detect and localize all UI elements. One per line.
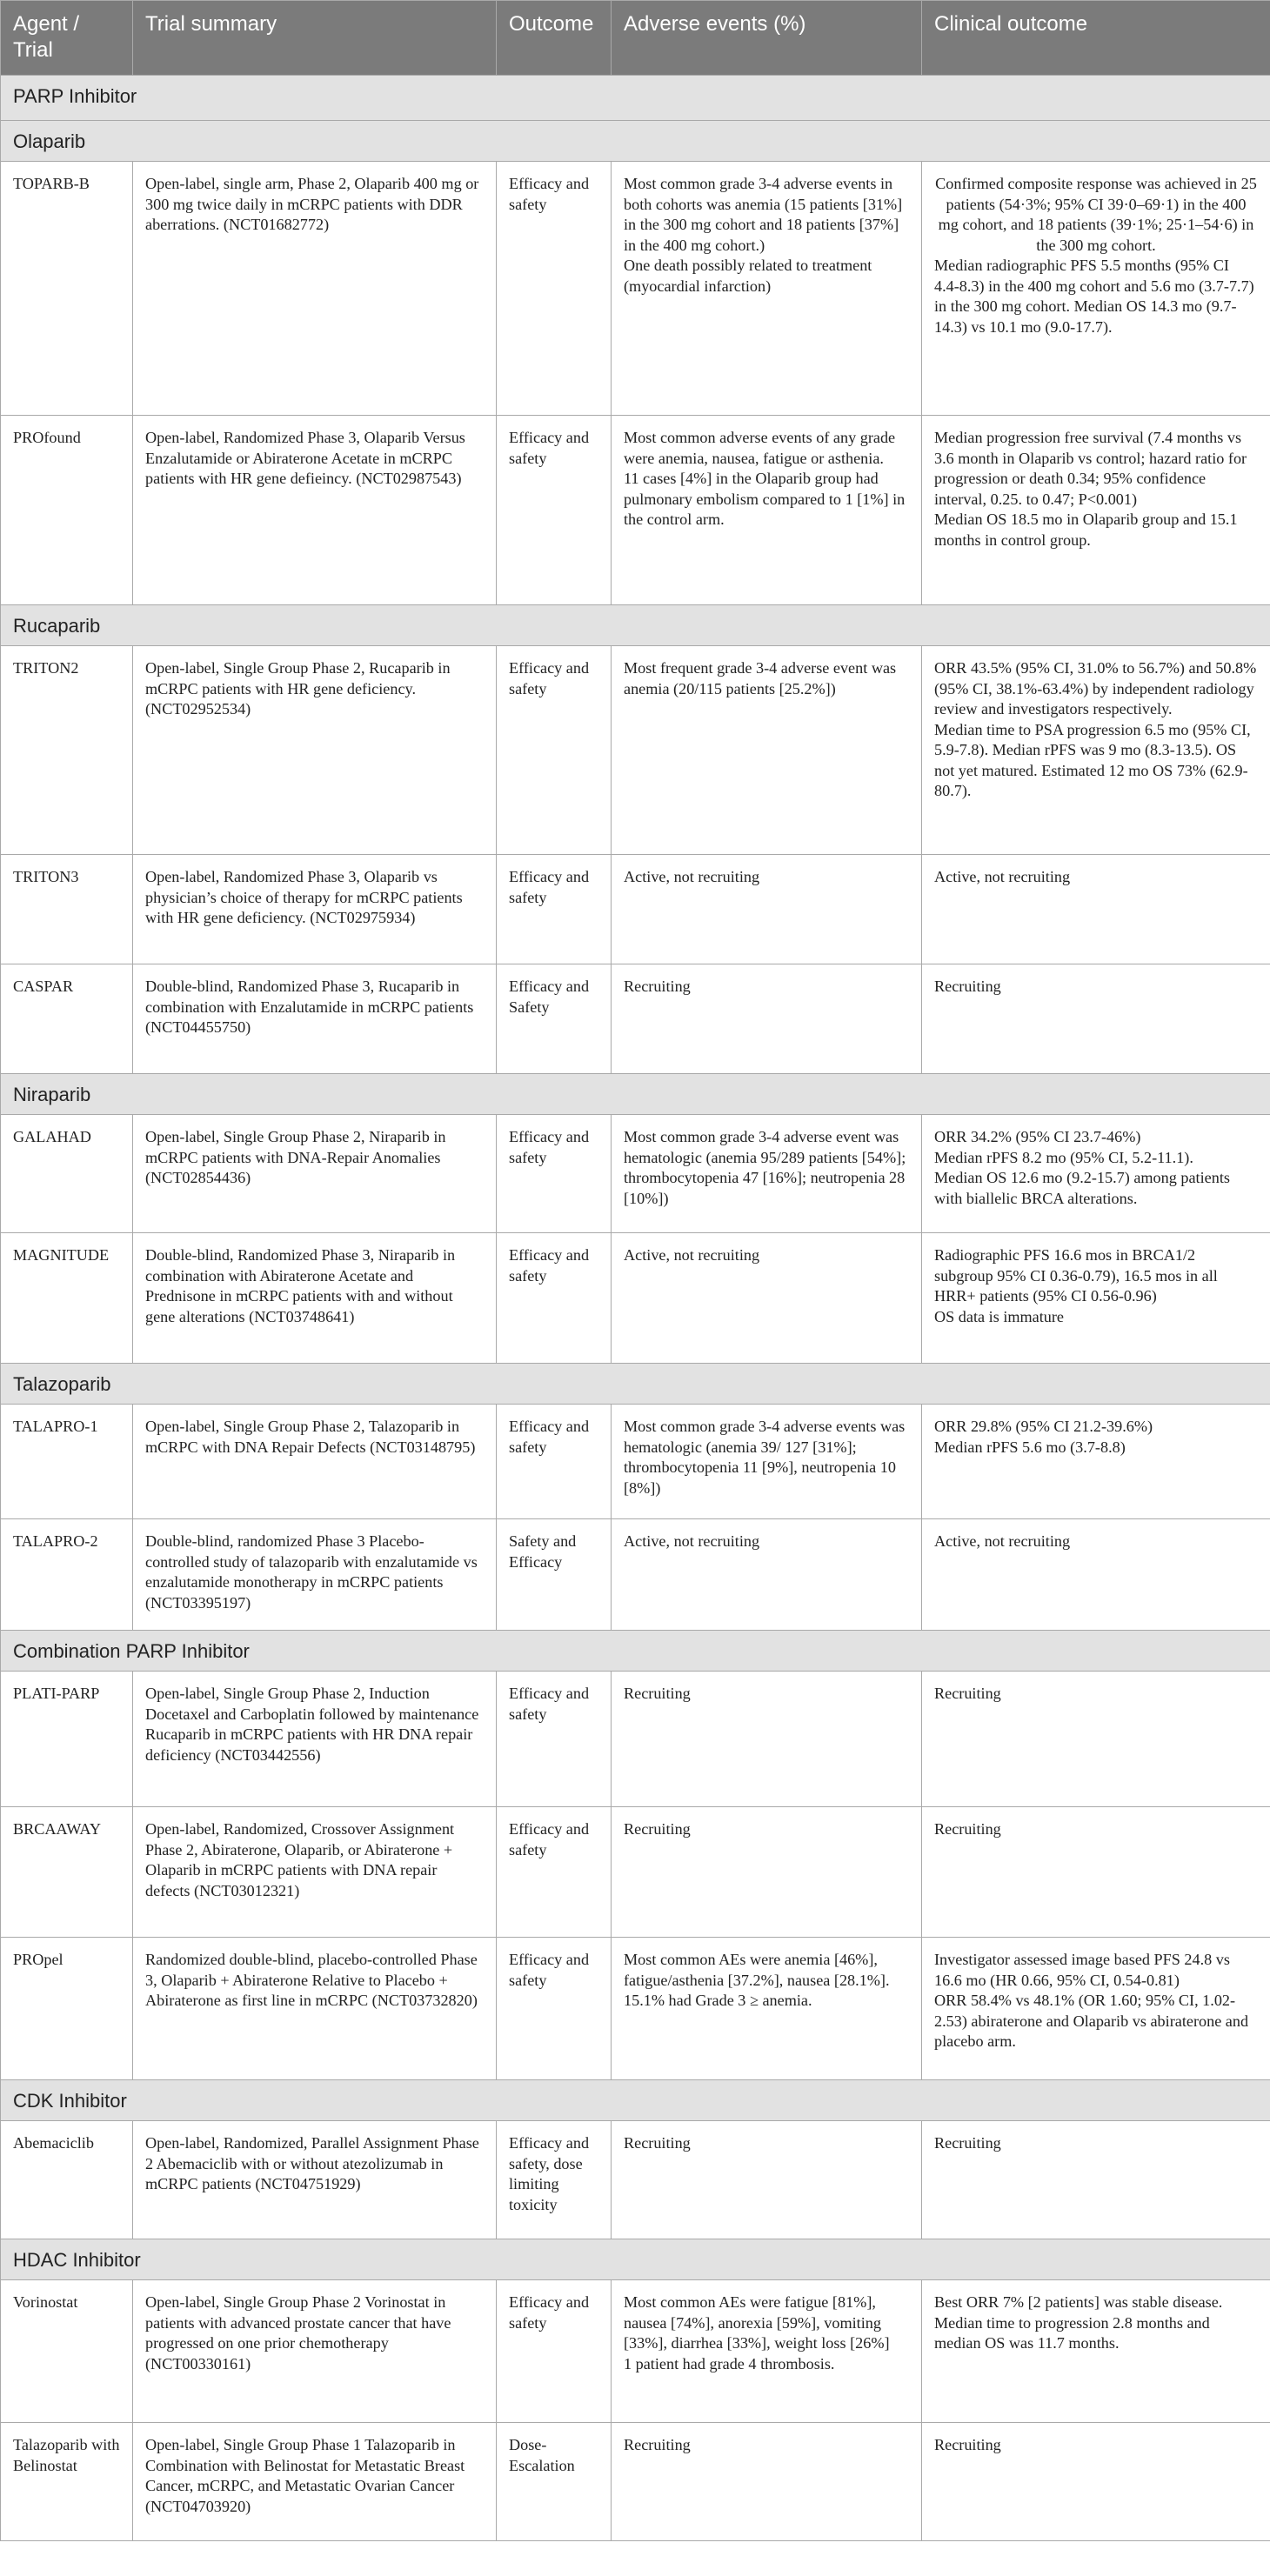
clinical-line: Median rPFS 8.2 mo (95% CI, 5.2-11.1). bbox=[934, 1148, 1193, 1166]
outcome-cell: Efficacy and safety bbox=[497, 646, 612, 855]
summary-cell: Double-blind, Randomized Phase 3, Rucaparib in combination with Enzalutamide in mCRPC patients (NCT04455750) bbox=[133, 964, 497, 1074]
summary-cell: Open-label, Randomized Phase 3, Olaparib vs physician’s choice of therapy for mCRPC patients with HR gene deficiency. (NCT02975934) bbox=[133, 855, 497, 964]
summary-cell: Open-label, Single Group Phase 2 Vorinostat in patients with advanced prostate cancer that have progressed on one prior chemotherapy (NCT00330161) bbox=[133, 2280, 497, 2423]
clinical-line: Radiographic PFS 16.6 mos in BRCA1/2 subgroup 95% CI 0.36-0.79), 16.5 mos in all HRR+ patients (95% CI 0.56-0.96) bbox=[934, 1246, 1218, 1305]
agent-cell: PROfound bbox=[1, 416, 133, 605]
header-outcome: Outcome bbox=[497, 1, 612, 76]
outcome-cell: Efficacy and Safety bbox=[497, 964, 612, 1074]
clinical-line: Median OS 12.6 mo (9.2-15.7) among patients with biallelic BRCA alterations. bbox=[934, 1169, 1230, 1207]
section-row bbox=[1, 1074, 1270, 1115]
clinical-line: Median progression free survival (7.4 months vs 3.6 month in Olaparib vs control; hazard ratio for progression or death 0.34; 95% confidence interval, 0.25. to 0.47; P<0.001) bbox=[934, 429, 1247, 508]
summary-cell: Randomized double-blind, placebo-controlled Phase 3, Olaparib + Abiraterone Relative to Placebo + Abiraterone as first line in mCRPC (NCT03732820) bbox=[133, 1938, 497, 2080]
clinical-cell bbox=[922, 855, 1270, 964]
clinical-line: Active, not recruiting bbox=[934, 1532, 1071, 1550]
agent-cell: Vorinostat bbox=[1, 2280, 133, 2423]
clinical-cell bbox=[922, 1807, 1270, 1938]
agent-cell: CASPAR bbox=[1, 964, 133, 1074]
clinical-cell bbox=[922, 1519, 1270, 1631]
clinical-cell bbox=[922, 646, 1270, 855]
table-row bbox=[1, 1233, 1270, 1364]
section-row bbox=[1, 76, 1270, 121]
table-header-row bbox=[1, 1, 1270, 76]
section-combination-parp: Combination PARP Inhibitor bbox=[1, 1631, 1270, 1672]
adverse-line: Most common grade 3-4 adverse events in both cohorts was anemia (15 patients [31%] in the 300 mg cohort and 18 patients [37%] in the 400 mg cohort.) bbox=[624, 175, 903, 254]
clinical-line: Median time to PSA progression 6.5 mo (95% CI, 5.9-7.8). Median rPFS was 9 mo (8.3-13.5). OS not yet matured. Estimated 12 mo OS 73% (62.9-80.7). bbox=[934, 720, 1251, 799]
summary-cell: Open-label, single arm, Phase 2, Olaparib 400 mg or 300 mg twice daily in mCRPC patients with DDR aberrations. (NCT01682772) bbox=[133, 162, 497, 416]
outcome-cell: Efficacy and safety bbox=[497, 1672, 612, 1807]
outcome-cell: Dose-Escalation bbox=[497, 2423, 612, 2541]
summary-cell: Open-label, Single Group Phase 1 Talazoparib in Combination with Belinostat for Metastatic Breast Cancer, mCRPC, and Metastatic Ovarian Cancer (NCT04703920) bbox=[133, 2423, 497, 2541]
table-row bbox=[1, 2121, 1270, 2239]
section-olaparib: Olaparib bbox=[1, 121, 1270, 162]
header-adverse-events: Adverse events (%) bbox=[612, 1, 922, 76]
section-row bbox=[1, 1364, 1270, 1405]
clinical-cell bbox=[922, 1405, 1270, 1519]
adverse-line: Most common grade 3-4 adverse event was hematologic (anemia 95/289 patients [54%]; thrombocytopenia 47 [16%]; neutropenia 28 [10%]) bbox=[624, 1128, 906, 1207]
outcome-cell: Efficacy and safety bbox=[497, 162, 612, 416]
clinical-line: OS data is immature bbox=[934, 1307, 1065, 1325]
section-row bbox=[1, 2239, 1270, 2280]
adverse-cell bbox=[612, 1233, 922, 1364]
table-row bbox=[1, 162, 1270, 416]
table-row bbox=[1, 1519, 1270, 1631]
summary-cell: Open-label, Randomized, Crossover Assignment Phase 2, Abiraterone, Olaparib, or Abiraterone + Olaparib in mCRPC patients with DNA repair defects (NCT03012321) bbox=[133, 1807, 497, 1938]
section-talazoparib: Talazoparib bbox=[1, 1364, 1270, 1405]
adverse-line: Active, not recruiting bbox=[624, 1532, 760, 1550]
clinical-line: Recruiting bbox=[934, 1685, 1001, 1702]
adverse-line: Most common grade 3-4 adverse events was hematologic (anemia 39/ 127 [31%]; thrombocytopenia 11 [9%], neutropenia 10 [8%]) bbox=[624, 1418, 906, 1497]
table-row bbox=[1, 1938, 1270, 2080]
outcome-cell: Efficacy and safety bbox=[497, 2280, 612, 2423]
outcome-cell: Efficacy and safety bbox=[497, 1233, 612, 1364]
clinical-cell bbox=[922, 2121, 1270, 2239]
header-trial-summary: Trial summary bbox=[133, 1, 497, 76]
adverse-line: Most common AEs were anemia [46%], fatigue/asthenia [37.2%], nausea [28.1%]. 15.1% had Grade 3 ≥ anemia. bbox=[624, 1951, 890, 2009]
adverse-line: Most common adverse events of any grade were anemia, nausea, fatigue or asthenia. bbox=[624, 429, 896, 467]
outcome-cell: Efficacy and safety bbox=[497, 416, 612, 605]
adverse-line: Recruiting bbox=[624, 978, 691, 995]
adverse-line: Recruiting bbox=[624, 2436, 691, 2453]
agent-cell: MAGNITUDE bbox=[1, 1233, 133, 1364]
header-clinical-outcome: Clinical outcome bbox=[922, 1, 1270, 76]
adverse-line: Most frequent grade 3-4 adverse event was anemia (20/115 patients [25.2%]) bbox=[624, 659, 897, 697]
agent-cell: PROpel bbox=[1, 1938, 133, 2080]
section-hdac-inhibitor: HDAC Inhibitor bbox=[1, 2239, 1270, 2280]
outcome-cell: Efficacy and safety bbox=[497, 1405, 612, 1519]
adverse-line: Recruiting bbox=[624, 1685, 691, 1702]
clinical-line: Best ORR 7% [2 patients] was stable disease. bbox=[934, 2293, 1223, 2311]
adverse-cell bbox=[612, 1672, 922, 1807]
agent-cell: PLATI-PARP bbox=[1, 1672, 133, 1807]
adverse-line: 11 cases [4%] in the Olaparib group had pulmonary embolism compared to 1 [1%] in the control arm. bbox=[624, 470, 906, 528]
adverse-line: Active, not recruiting bbox=[624, 868, 760, 885]
clinical-cell bbox=[922, 2423, 1270, 2541]
agent-cell: BRCAAWAY bbox=[1, 1807, 133, 1938]
clinical-line: Investigator assessed image based PFS 24.8 vs 16.6 mo (HR 0.66, 95% CI, 0.54-0.81) bbox=[934, 1951, 1230, 1989]
section-row bbox=[1, 605, 1270, 646]
header-agent-trial: Agent / Trial bbox=[1, 1, 133, 76]
agent-cell: Abemaciclib bbox=[1, 2121, 133, 2239]
outcome-cell: Efficacy and safety bbox=[497, 1807, 612, 1938]
clinical-line: Median OS 18.5 mo in Olaparib group and 15.1 months in control group. bbox=[934, 511, 1238, 549]
summary-cell: Open-label, Single Group Phase 2, Niraparib in mCRPC patients with DNA-Repair Anomalies (NCT02854436) bbox=[133, 1115, 497, 1233]
section-row bbox=[1, 121, 1270, 162]
clinical-line: ORR 29.8% (95% CI 21.2-39.6%) bbox=[934, 1418, 1153, 1435]
agent-cell: GALAHAD bbox=[1, 1115, 133, 1233]
clinical-line: Confirmed composite response was achieved in 25 patients (54·3%; 95% CI 39·0–69·1) in the 400 mg cohort, and 18 patients (39·1%; 25·1–54·6) in the 300 mg cohort. bbox=[935, 175, 1257, 254]
adverse-line: Active, not recruiting bbox=[624, 1246, 760, 1264]
table-row bbox=[1, 2280, 1270, 2423]
clinical-line: ORR 34.2% (95% CI 23.7-46%) bbox=[934, 1128, 1141, 1145]
adverse-cell bbox=[612, 964, 922, 1074]
summary-cell: Open-label, Randomized, Parallel Assignment Phase 2 Abemaciclib with or without atezolizumab in mCRPC patients (NCT04751929) bbox=[133, 2121, 497, 2239]
clinical-cell bbox=[922, 1115, 1270, 1233]
clinical-cell bbox=[922, 162, 1270, 416]
agent-cell: TRITON2 bbox=[1, 646, 133, 855]
adverse-cell bbox=[612, 162, 922, 416]
table-row bbox=[1, 964, 1270, 1074]
clinical-cell bbox=[922, 2280, 1270, 2423]
agent-cell: TRITON3 bbox=[1, 855, 133, 964]
outcome-cell: Efficacy and safety bbox=[497, 1938, 612, 2080]
section-rucaparib: Rucaparib bbox=[1, 605, 1270, 646]
section-niraparib: Niraparib bbox=[1, 1074, 1270, 1115]
clinical-line: ORR 58.4% vs 48.1% (OR 1.60; 95% CI, 1.02-2.53) abiraterone and Olaparib vs abiraterone and placebo arm. bbox=[934, 1992, 1249, 2050]
summary-cell: Double-blind, randomized Phase 3 Placebo-controlled study of talazoparib with enzalutamide vs enzalutamide monotherapy in mCRPC patients (NCT03395197) bbox=[133, 1519, 497, 1631]
outcome-cell: Safety and Efficacy bbox=[497, 1519, 612, 1631]
clinical-cell bbox=[922, 416, 1270, 605]
adverse-line: Recruiting bbox=[624, 2134, 691, 2152]
adverse-cell bbox=[612, 1519, 922, 1631]
section-row bbox=[1, 1631, 1270, 1672]
clinical-line: Active, not recruiting bbox=[934, 868, 1071, 885]
outcome-cell: Efficacy and safety, dose limiting toxicity bbox=[497, 2121, 612, 2239]
outcome-cell: Efficacy and safety bbox=[497, 855, 612, 964]
clinical-cell bbox=[922, 964, 1270, 1074]
agent-cell: Talazoparib with Belinostat bbox=[1, 2423, 133, 2541]
adverse-line: One death possibly related to treatment (myocardial infarction) bbox=[624, 257, 872, 295]
table-row bbox=[1, 855, 1270, 964]
table-row bbox=[1, 1672, 1270, 1807]
adverse-cell bbox=[612, 1405, 922, 1519]
table-row bbox=[1, 1115, 1270, 1233]
summary-cell: Open-label, Single Group Phase 2, Talazoparib in mCRPC with DNA Repair Defects (NCT03148795) bbox=[133, 1405, 497, 1519]
table-row bbox=[1, 416, 1270, 605]
adverse-cell bbox=[612, 416, 922, 605]
summary-cell: Open-label, Single Group Phase 2, Rucaparib in mCRPC patients with HR gene deficiency. (NCT02952534) bbox=[133, 646, 497, 855]
adverse-cell bbox=[612, 2121, 922, 2239]
outcome-cell: Efficacy and safety bbox=[497, 1115, 612, 1233]
clinical-line: Recruiting bbox=[934, 2134, 1001, 2152]
table-row bbox=[1, 646, 1270, 855]
clinical-cell bbox=[922, 1672, 1270, 1807]
section-parp-inhibitor: PARP Inhibitor bbox=[1, 76, 1270, 121]
clinical-line: Recruiting bbox=[934, 978, 1001, 995]
table-row bbox=[1, 1405, 1270, 1519]
summary-cell: Open-label, Single Group Phase 2, Induction Docetaxel and Carboplatin followed by maintenance Rucaparib in mCRPC patients with HR DNA repair deficiency (NCT03442556) bbox=[133, 1672, 497, 1807]
summary-cell: Open-label, Randomized Phase 3, Olaparib Versus Enzalutamide or Abiraterone Acetate in mCRPC patients with HR gene defieincy. (NCT02987543) bbox=[133, 416, 497, 605]
agent-cell: TOPARB-B bbox=[1, 162, 133, 416]
summary-cell: Double-blind, Randomized Phase 3, Niraparib in combination with Abiraterone Acetate and Prednisone in mCRPC patients with and without gene alterations (NCT03748641) bbox=[133, 1233, 497, 1364]
clinical-line: Median radiographic PFS 5.5 months (95% CI 4.4-8.3) in the 400 mg cohort and 5.6 mo (3.7-7.7) in the 300 mg cohort. Median OS 14.3 mo (9.7-14.3) vs 10.1 mo (9.0-17.7). bbox=[934, 257, 1254, 336]
agent-cell: TALAPRO-2 bbox=[1, 1519, 133, 1631]
clinical-line: Recruiting bbox=[934, 2436, 1001, 2453]
adverse-cell bbox=[612, 2423, 922, 2541]
clinical-line: ORR 43.5% (95% CI, 31.0% to 56.7%) and 50.8% (95% CI, 38.1%-63.4%) by independent radiology review and investigators respectively. bbox=[934, 659, 1257, 717]
section-cdk-inhibitor: CDK Inhibitor bbox=[1, 2080, 1270, 2121]
clinical-cell bbox=[922, 1233, 1270, 1364]
adverse-cell bbox=[612, 2280, 922, 2423]
adverse-cell bbox=[612, 855, 922, 964]
agent-cell: TALAPRO-1 bbox=[1, 1405, 133, 1519]
adverse-cell bbox=[612, 1938, 922, 2080]
adverse-cell bbox=[612, 1115, 922, 1233]
adverse-cell bbox=[612, 646, 922, 855]
clinical-line: Recruiting bbox=[934, 1820, 1001, 1838]
section-row bbox=[1, 2080, 1270, 2121]
adverse-cell bbox=[612, 1807, 922, 1938]
table-row bbox=[1, 1807, 1270, 1938]
adverse-line: 1 patient had grade 4 thrombosis. bbox=[624, 2354, 835, 2372]
clinical-line: Median time to progression 2.8 months and median OS was 11.7 months. bbox=[934, 2313, 1210, 2352]
adverse-line: Most common AEs were fatigue [81%], nausea [74%], anorexia [59%], vomiting [33%], diarrhea [33%], weight loss [26%] bbox=[624, 2293, 890, 2352]
table-row bbox=[1, 2423, 1270, 2541]
clinical-cell bbox=[922, 1938, 1270, 2080]
adverse-line: Recruiting bbox=[624, 1820, 691, 1838]
clinical-line: Median rPFS 5.6 mo (3.7-8.8) bbox=[934, 1438, 1126, 1456]
